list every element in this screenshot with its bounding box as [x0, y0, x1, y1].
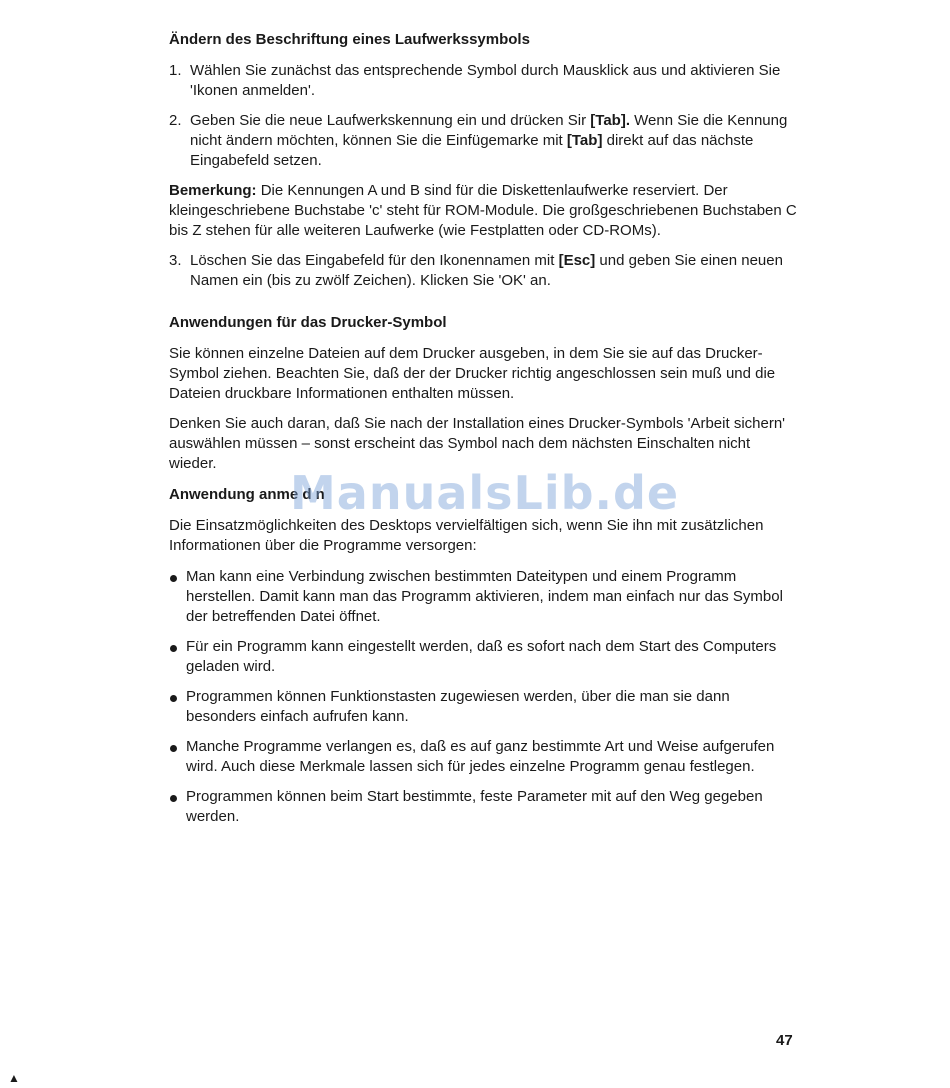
step-item — [169, 61, 797, 101]
list-item — [169, 687, 797, 727]
list-item — [169, 787, 797, 827]
step-text: Wenn Sie die Kennung nicht ändern möchten, können Sie die Einfügemarke mit — [190, 112, 788, 149]
list-item-text: Programmen können Funktionstasten zugewiesen werden, über die man sie dann besonders einfach aufrufen kann. — [186, 688, 730, 725]
note-label: Bemerkung: — [169, 182, 257, 199]
watermark: ManualsLib.de — [290, 466, 680, 520]
bullet-icon — [170, 575, 177, 582]
list-item — [169, 567, 797, 627]
list-item-text: Programmen können beim Start bestimmte, feste Parameter mit auf den Weg gegeben werden. — [186, 788, 763, 825]
step-number: 1. — [169, 62, 182, 79]
step-text: direkt auf das nächste Eingabefeld setzen. — [190, 132, 754, 169]
list-item — [169, 737, 797, 777]
list-item — [169, 637, 797, 677]
paragraph: Die Einsatzmöglichkeiten des Desktops vervielfältigen sich, wenn Sie ihn mit zusätzlichen Informationen über die Programme versorgen: — [169, 517, 764, 554]
key-tab: [Tab] — [566, 132, 603, 149]
step-text: und geben Sie einen neuen Namen ein (bis zu zwölf Zeichen). Klicken Sie 'OK' an. — [190, 252, 783, 289]
numbered-steps — [169, 61, 797, 171]
page-number: 47 — [776, 1032, 793, 1049]
step-item — [169, 111, 797, 171]
page-content — [169, 30, 797, 827]
list-item-text: Manche Programme verlangen es, daß es auf ganz bestimmte Art und Weise aufgerufen wird. Auch diese Merkmale lassen sich für jedes einzelne Programm genau festlegen. — [186, 738, 775, 775]
numbered-steps — [169, 251, 797, 291]
list-item-text: Für ein Programm kann eingestellt werden, daß es sofort nach dem Start des Computers geladen wird. — [186, 638, 777, 675]
step-number: 3. — [169, 252, 182, 269]
note-paragraph — [169, 181, 797, 241]
step-text: Löschen Sie das Eingabefeld für den Ikonennamen mit — [190, 252, 559, 269]
list-item-text: Man kann eine Verbindung zwischen bestimmten Dateitypen und einem Programm herstellen. Damit kann man das Programm aktivieren, indem man einfach nur das Symbol der betreffenden Datei öffnet. — [186, 568, 783, 625]
step-item — [169, 251, 797, 291]
section-heading-application: Anwendung anme d n — [169, 486, 325, 503]
step-text: Geben Sie die neue Laufwerkskennung ein und drücken Sir — [190, 112, 591, 129]
key-tab: [Tab]. — [590, 112, 630, 129]
paragraph: Denken Sie auch daran, daß Sie nach der Installation eines Drucker-Symbols 'Arbeit sichern' auswählen müssen – sonst erscheint das Symbol nach dem nächsten Einschalten nicht wieder. — [169, 415, 786, 472]
bullet-icon — [170, 645, 177, 652]
paragraph: Sie können einzelne Dateien auf dem Drucker ausgeben, in dem Sie sie auf das Drucker-Symbol ziehen. Beachten Sie, daß der der Drucker richtig angeschlossen sein muß und die Dateien druckbare Informationen enthalten müssen. — [169, 345, 776, 402]
bullet-icon — [170, 795, 177, 802]
section-heading-printer: Anwendungen für das Drucker-Symbol — [169, 314, 447, 331]
section-heading-drive-label: Ändern des Beschriftung eines Laufwerkssymbols — [169, 31, 530, 48]
step-number: 2. — [169, 112, 182, 129]
note-text: Die Kennungen A und B sind für die Diskettenlaufwerke reserviert. Der kleingeschriebene Buchstabe 'c' steht für ROM-Module. Die großgeschriebenen Buchstaben C bis Z stehen für alle weiteren Laufwerke (wie Festplatten oder CD-ROMs). — [169, 182, 797, 239]
bullet-icon — [170, 695, 177, 702]
corner-mark-icon: ▲ — [8, 1071, 20, 1085]
step-text: Wählen Sie zunächst das entsprechende Symbol durch Mausklick aus und aktivieren Sie 'Ikonen anmelden'. — [190, 62, 781, 99]
bullet-icon — [170, 745, 177, 752]
key-esc: [Esc] — [558, 252, 596, 269]
bullet-list — [169, 567, 797, 827]
